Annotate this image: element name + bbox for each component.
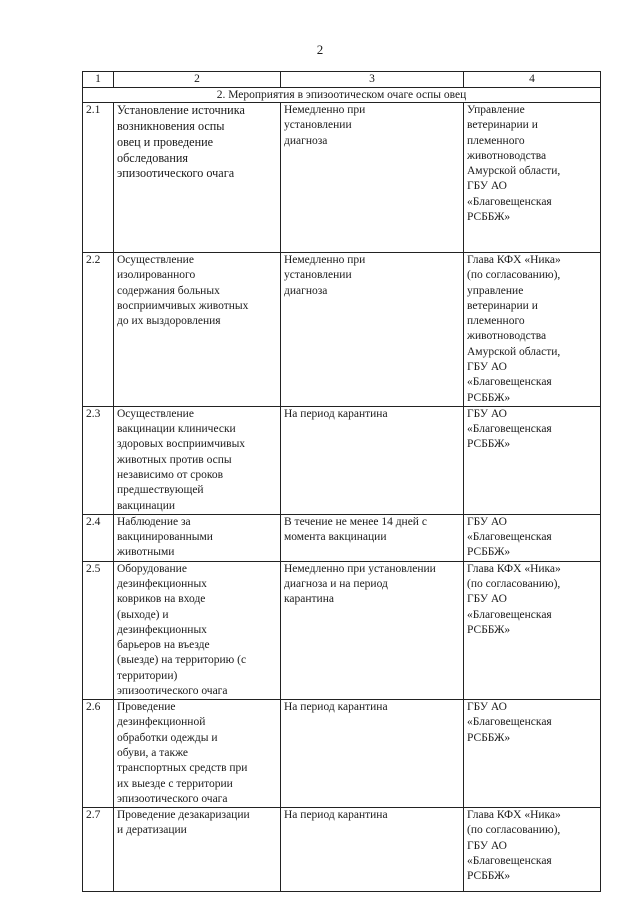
row-number: 2.1 [83, 103, 114, 253]
row-task: Проведение дезинфекционной обработки одежды и обуви, а также транспортных средств при их выезде с территории эпизоотического очага [114, 700, 281, 808]
row-term: Немедленно при установлении диагноза [281, 103, 464, 253]
row-term: В течение не менее 14 дней с момента вакцинации [281, 514, 464, 561]
row-responsible: ГБУ АО «Благовещенская РСББЖ» [464, 514, 601, 561]
row-number: 2.4 [83, 514, 114, 561]
table-row [83, 561, 601, 700]
row-term: На период карантина [281, 700, 464, 808]
table-row [83, 253, 601, 407]
column-header-4: 4 [464, 72, 601, 88]
row-responsible: Глава КФХ «Ника» (по согласованию), ГБУ АО «Благовещенская РСББЖ» [464, 808, 601, 892]
section-row [83, 88, 601, 103]
row-term: На период карантина [281, 406, 464, 514]
row-responsible: ГБУ АО «Благовещенская РСББЖ» [464, 406, 601, 514]
row-responsible: ГБУ АО «Благовещенская РСББЖ» [464, 700, 601, 808]
row-task: Проведение дезакаризации и дератизации [114, 808, 281, 892]
row-number: 2.7 [83, 808, 114, 892]
row-task: Осуществление изолированного содержания больных восприимчивых животных до их выздоровления [114, 253, 281, 407]
row-number: 2.6 [83, 700, 114, 808]
table-row [83, 514, 601, 561]
row-task: Осуществление вакцинации клинически здоровых восприимчивых животных против оспы независимо от сроков предшествующей вакцинации [114, 406, 281, 514]
section-title: 2. Мероприятия в эпизоотическом очаге оспы овец [83, 88, 601, 103]
column-header-3: 3 [281, 72, 464, 88]
row-term: Немедленно при установлении диагноза и на период карантина [281, 561, 464, 700]
table-row [83, 700, 601, 808]
row-number: 2.3 [83, 406, 114, 514]
row-term: Немедленно при установлении диагноза [281, 253, 464, 407]
row-task: Наблюдение за вакцинированными животными [114, 514, 281, 561]
row-number: 2.2 [83, 253, 114, 407]
column-header-1: 1 [83, 72, 114, 88]
column-header-2: 2 [114, 72, 281, 88]
row-responsible: Глава КФХ «Ника» (по согласованию), управление ветеринарии и племенного животноводства Амурской области, ГБУ АО «Благовещенская РСББЖ» [464, 253, 601, 407]
measures-table [82, 71, 601, 892]
row-task: Оборудование дезинфекционных ковриков на входе (выходе) и дезинфекционных барьеров на въезде (выезде) на территорию (с территории) эпизоотического очага [114, 561, 281, 700]
table-row [83, 808, 601, 892]
row-number: 2.5 [83, 561, 114, 700]
row-term: На период карантина [281, 808, 464, 892]
page-number: 2 [316, 42, 324, 57]
row-task: Установление источника возникновения оспы овец и проведение обследования эпизоотического очага [114, 103, 281, 253]
row-responsible: Управление ветеринарии и племенного животноводства Амурской области, ГБУ АО «Благовещенская РСББЖ» [464, 103, 601, 253]
table-row [83, 406, 601, 514]
table-header-row [83, 72, 601, 88]
table-row [83, 103, 601, 253]
row-responsible: Глава КФХ «Ника» (по согласованию), ГБУ АО «Благовещенская РСББЖ» [464, 561, 601, 700]
